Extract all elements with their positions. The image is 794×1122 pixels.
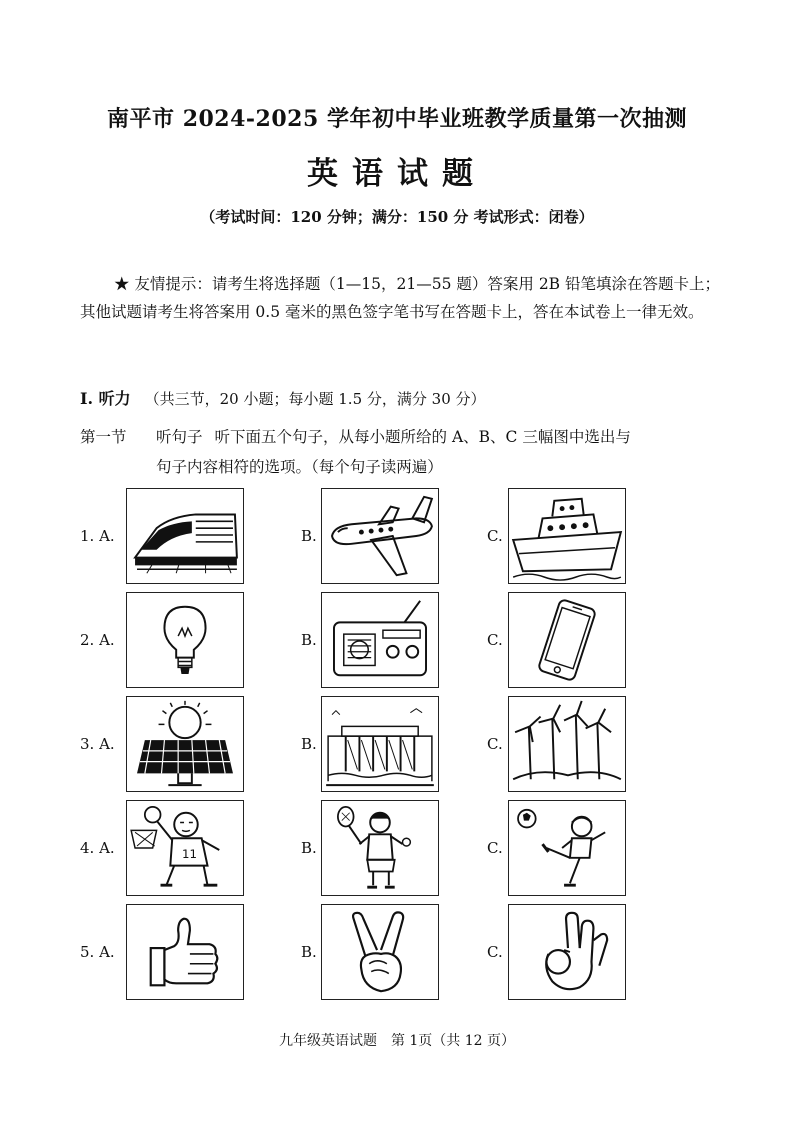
option-picture[interactable] (321, 800, 439, 896)
option-picture[interactable] (508, 592, 626, 688)
train-icon (127, 489, 243, 583)
question-number: 1. A. (80, 527, 115, 545)
option-letter: A. (99, 943, 115, 961)
part-instruction-line1: 听下面五个句子，从每小题所给的 A、B、C 三幅图中选出与 (214, 428, 631, 446)
option-letter: C. (487, 527, 503, 545)
option-picture[interactable] (508, 904, 626, 1000)
option-picture[interactable] (508, 800, 626, 896)
exam-subject: 英语试题 (307, 156, 487, 192)
victory-hand-icon (322, 905, 438, 999)
question-number: 4. A. (80, 839, 115, 857)
question-number: 3. A. (80, 735, 115, 753)
question-number: 2. A. (80, 631, 115, 649)
part-title: 第一节 (80, 428, 127, 446)
light-bulb-icon (127, 593, 243, 687)
option-letter: C. (487, 735, 503, 753)
notice-paragraph: ★ 友情提示：请考生将选择题（1—15，21—55 题）答案用 2B 铅笔填涂在答题卡上；其他试题请考生将答案用 0.5 毫米的黑色签字笔书写在答题卡上，答在本试卷上一律无效。 (80, 275, 720, 321)
exam-info: （考试时间：120 分钟；满分：150 分 考试形式：闭卷） (200, 208, 594, 226)
option-letter: A. (99, 839, 115, 857)
tennis-player-icon (322, 801, 438, 895)
option-letter: B. (301, 839, 317, 857)
section-rules: （共三节，20 小题；每小题 1.5 分，满分 30 分） (144, 390, 486, 408)
part-name: 听句子 (156, 428, 203, 446)
option-picture[interactable] (321, 904, 439, 1000)
option-letter: A. (99, 527, 115, 545)
svg-text:11: 11 (182, 846, 198, 861)
radio-icon (322, 593, 438, 687)
option-letter: B. (301, 631, 317, 649)
option-picture[interactable] (321, 592, 439, 688)
section-title: I. 听力 (80, 389, 131, 408)
option-picture[interactable] (321, 696, 439, 792)
wind-turbine-icon (509, 697, 625, 791)
option-letter: C. (487, 631, 503, 649)
ship-icon (509, 489, 625, 583)
option-letter: C. (487, 943, 503, 961)
dam-icon (322, 697, 438, 791)
part-heading (80, 422, 720, 482)
option-picture[interactable] (126, 488, 244, 584)
football-player-icon (509, 801, 625, 895)
exam-title: 南平市 2024-2025 学年初中毕业班教学质量第一次抽测 (107, 106, 687, 132)
thumbs-up-icon (127, 905, 243, 999)
option-picture[interactable] (126, 904, 244, 1000)
option-picture[interactable] (321, 488, 439, 584)
section-heading (80, 386, 486, 409)
option-letter: A. (99, 735, 115, 753)
solar-panel-icon (127, 697, 243, 791)
basketball-player-icon (127, 801, 243, 895)
page-footer: 九年级英语试题 第 1页（共 12 页） (278, 1033, 516, 1049)
option-picture[interactable] (126, 800, 244, 896)
smartphone-icon (509, 593, 625, 687)
option-letter: B. (301, 943, 317, 961)
option-picture[interactable] (508, 488, 626, 584)
ok-hand-icon (509, 905, 625, 999)
airplane-icon (322, 489, 438, 583)
option-letter: A. (99, 631, 115, 649)
question-number: 5. A. (80, 943, 115, 961)
option-picture[interactable] (508, 696, 626, 792)
option-letter: B. (301, 527, 317, 545)
option-picture[interactable] (126, 592, 244, 688)
option-letter: C. (487, 839, 503, 857)
option-letter: B. (301, 735, 317, 753)
option-picture[interactable] (126, 696, 244, 792)
part-instruction-line2: 句子内容相符的选项。（每个句子读两遍） (156, 458, 443, 476)
